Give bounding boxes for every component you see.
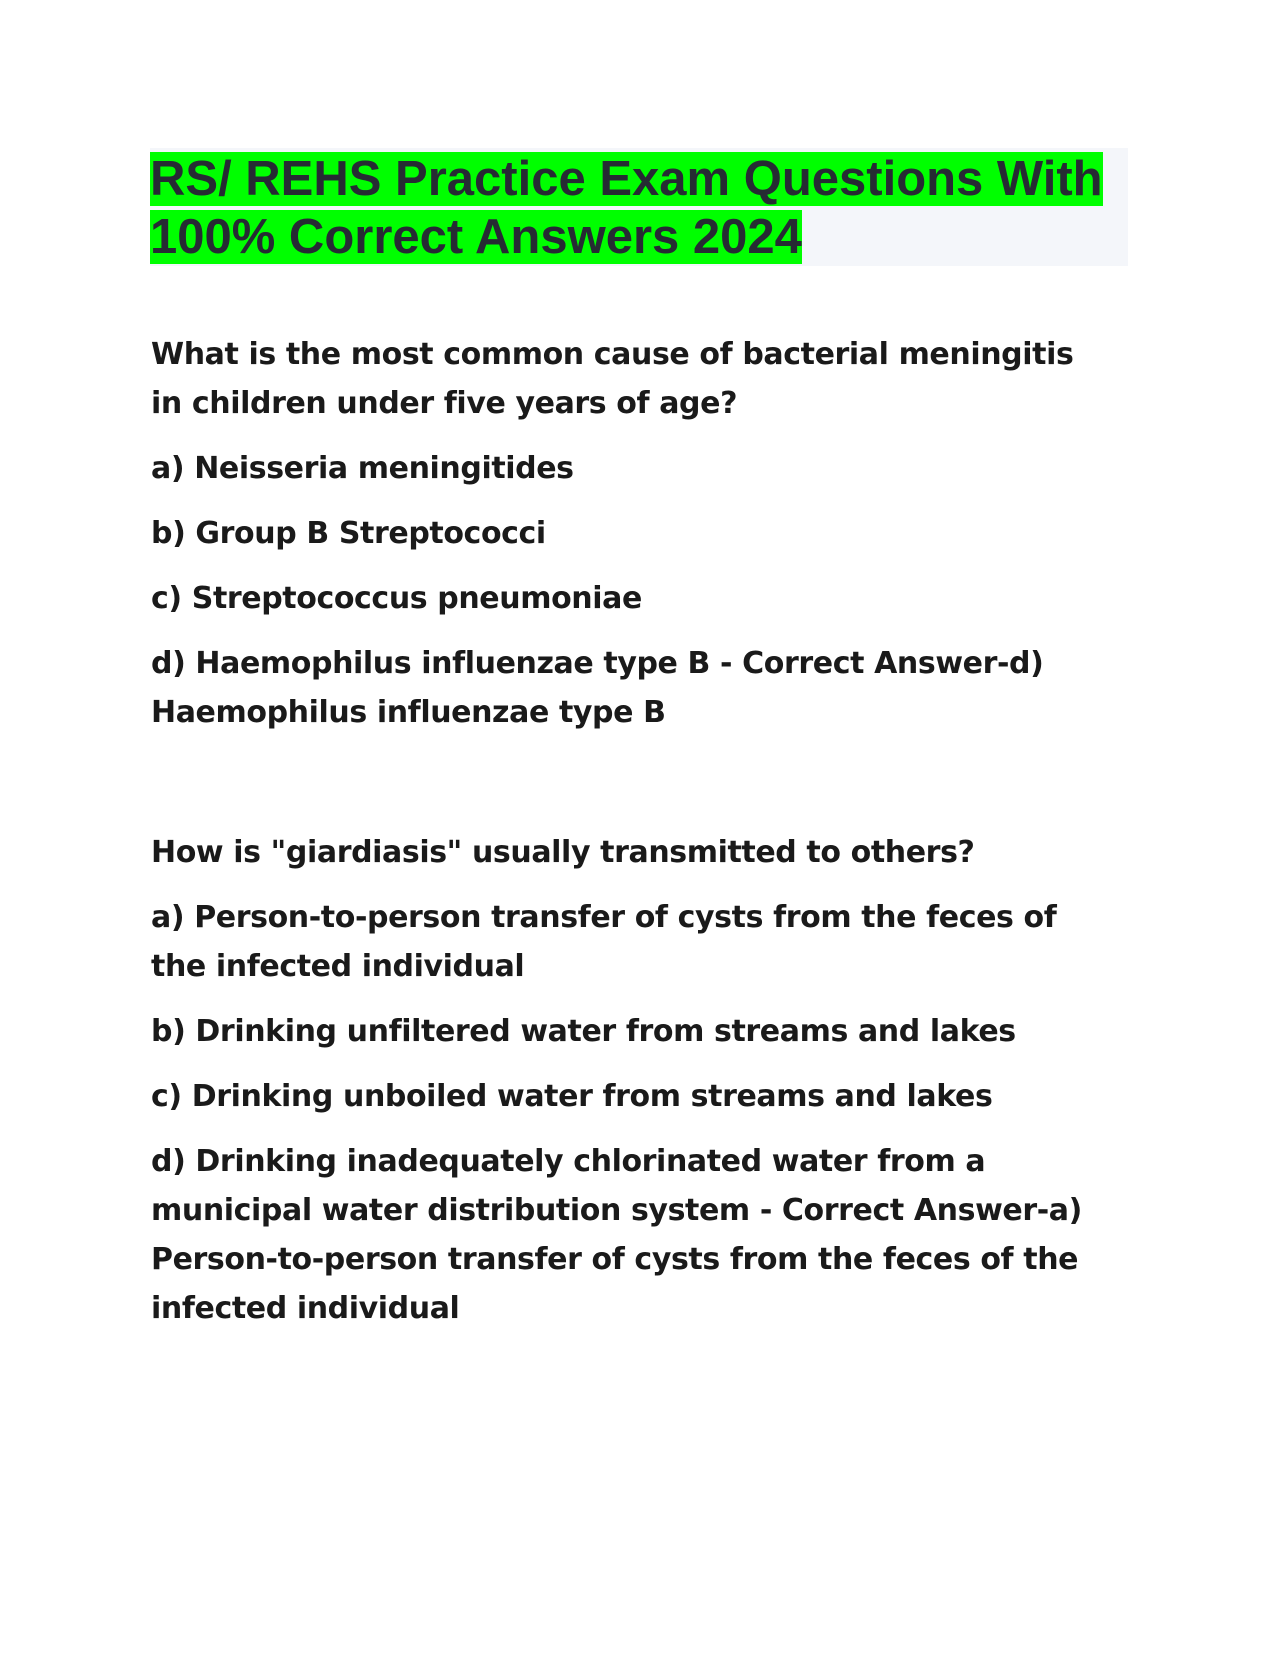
question-text: What is the most common cause of bacterial meningitis in children under five years of age?: [151, 337, 1074, 421]
option-d-with-answer: d) Drinking inadequately chlorinated water from a municipal water distribution system - Correct Answer-a) Person-to-person transfer of cysts from the feces of the infected individual: [151, 1144, 1082, 1326]
question-block-1: [151, 330, 1111, 753]
option-c: c) Drinking unboiled water from streams and lakes: [151, 1079, 993, 1114]
question-block-2: [151, 828, 1111, 1349]
document-title: [150, 150, 1140, 266]
option-a: a) Neisseria meningitides: [151, 451, 574, 486]
option-b: b) Drinking unfiltered water from streams and lakes: [151, 1014, 1016, 1049]
option-d-with-answer: d) Haemophilus influenzae type B - Correct Answer-d) Haemophilus influenzae type B: [151, 646, 1044, 730]
title-line-2: 100% Correct Answers 2024: [150, 210, 802, 264]
question-text: How is "giardiasis" usually transmitted to others?: [151, 835, 975, 870]
title-line-1: RS/ REHS Practice Exam Questions With: [150, 152, 1103, 206]
option-b: b) Group B Streptococci: [151, 516, 546, 551]
option-a: a) Person-to-person transfer of cysts from the feces of the infected individual: [151, 900, 1057, 984]
option-c: c) Streptococcus pneumoniae: [151, 581, 642, 616]
